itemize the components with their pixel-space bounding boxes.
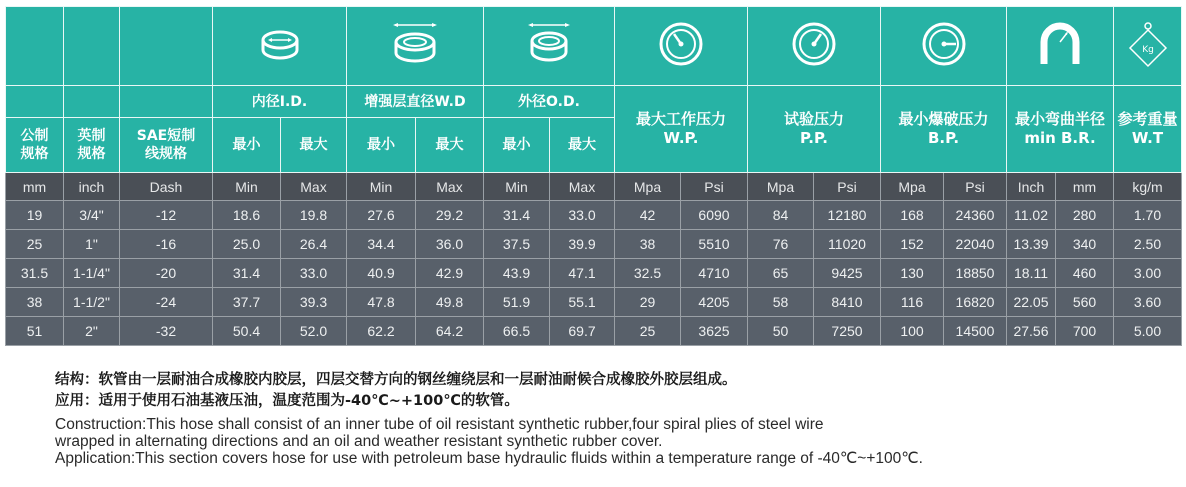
table-cell: 2"	[64, 317, 120, 346]
id-max-header: 最大	[281, 118, 347, 173]
table-cell: 12180	[814, 201, 881, 230]
table-cell: -24	[120, 288, 213, 317]
table-cell: 27.6	[347, 201, 416, 230]
table-cell: 11.02	[1007, 201, 1056, 230]
unit-cell: Mpa	[615, 173, 681, 201]
unit-cell: Min	[484, 173, 550, 201]
inner-diameter-icon	[213, 7, 347, 86]
table-cell: 130	[881, 259, 944, 288]
weight-header: 参考重量 W.T	[1114, 86, 1182, 173]
unit-cell: Max	[281, 173, 347, 201]
test-pressure-gauge-icon	[748, 7, 881, 86]
table-cell: 52.0	[281, 317, 347, 346]
sae-size-header: SAE短制 线规格	[120, 118, 213, 173]
table-cell: 50	[748, 317, 814, 346]
table-cell: 29.2	[416, 201, 484, 230]
unit-cell: Mpa	[748, 173, 814, 201]
table-cell: 700	[1056, 317, 1114, 346]
unit-cell: Min	[347, 173, 416, 201]
wd-min-header: 最小	[347, 118, 416, 173]
blank-header-cell	[120, 7, 213, 86]
table-cell: 49.8	[416, 288, 484, 317]
table-cell: 3/4"	[64, 201, 120, 230]
table-cell: 33.0	[281, 259, 347, 288]
unit-cell: Inch	[1007, 173, 1056, 201]
table-cell: 11020	[814, 230, 881, 259]
inner-diameter-header: 内径I.D.	[213, 86, 347, 118]
blank-header-cell	[6, 86, 64, 118]
table-cell: 1-1/2"	[64, 288, 120, 317]
table-cell: 340	[1056, 230, 1114, 259]
unit-cell: kg/m	[1114, 173, 1182, 201]
table-cell: 64.2	[416, 317, 484, 346]
burst-pressure-gauge-icon	[881, 7, 1007, 86]
unit-cell: Dash	[120, 173, 213, 201]
unit-cell: Mpa	[881, 173, 944, 201]
table-cell: 26.4	[281, 230, 347, 259]
table-cell: 31.4	[213, 259, 281, 288]
table-cell: 31.4	[484, 201, 550, 230]
table-cell: 37.7	[213, 288, 281, 317]
outer-diameter-header: 外径O.D.	[484, 86, 615, 118]
table-cell: 40.9	[347, 259, 416, 288]
outer-diameter-icon	[484, 7, 615, 86]
test-pressure-header: 试验压力 P.P.	[748, 86, 881, 173]
table-cell: -32	[120, 317, 213, 346]
table-cell: 19.8	[281, 201, 347, 230]
blank-header-cell	[6, 7, 64, 86]
unit-cell: Psi	[944, 173, 1007, 201]
table-cell: 1.70	[1114, 201, 1182, 230]
table-cell: 7250	[814, 317, 881, 346]
unit-cell: Psi	[681, 173, 748, 201]
table-cell: 22.05	[1007, 288, 1056, 317]
table-cell: 25.0	[213, 230, 281, 259]
table-row	[6, 259, 1182, 288]
metric-size-header: 公制 规格	[6, 118, 64, 173]
table-cell: 168	[881, 201, 944, 230]
working-pressure-header: 最大工作压力 W.P.	[615, 86, 748, 173]
table-cell: 34.4	[347, 230, 416, 259]
table-cell: 14500	[944, 317, 1007, 346]
structure-note-zh: 结构：软管由一层耐油合成橡胶内胶层，四层交替方向的钢丝缠绕层和一层耐油耐候合成橡胶外胶层组成。	[55, 372, 737, 388]
table-cell: 22040	[944, 230, 1007, 259]
reinforcement-diameter-header: 增强层直径W.D	[347, 86, 484, 118]
wd-max-header: 最大	[416, 118, 484, 173]
bend-radius-header: 最小弯曲半径 min B.R.	[1007, 86, 1114, 173]
unit-cell: Psi	[814, 173, 881, 201]
table-cell: 39.3	[281, 288, 347, 317]
blank-header-cell	[64, 86, 120, 118]
table-row	[6, 230, 1182, 259]
table-cell: 100	[881, 317, 944, 346]
svg-text:Kg: Kg	[1141, 45, 1154, 55]
unit-cell: inch	[64, 173, 120, 201]
blank-header-cell	[64, 7, 120, 86]
table-cell: 33.0	[550, 201, 615, 230]
table-cell: 19	[6, 201, 64, 230]
application-note-en: Application:This section covers hose for use with petroleum base hydraulic fluids within a temperature range of -40℃~+100℃.	[55, 450, 923, 467]
table-cell: -16	[120, 230, 213, 259]
table-cell: 25	[6, 230, 64, 259]
table-cell: 1"	[64, 230, 120, 259]
notes-section	[55, 370, 1175, 467]
table-cell: 36.0	[416, 230, 484, 259]
table-cell: 51.9	[484, 288, 550, 317]
table-cell: 3.00	[1114, 259, 1182, 288]
table-cell: 43.9	[484, 259, 550, 288]
reinforcement-diameter-icon	[347, 7, 484, 86]
table-cell: 4710	[681, 259, 748, 288]
table-row	[6, 288, 1182, 317]
table-cell: 280	[1056, 201, 1114, 230]
table-cell: 84	[748, 201, 814, 230]
table-cell: 42	[615, 201, 681, 230]
table-cell: 2.50	[1114, 230, 1182, 259]
table-cell: 51	[6, 317, 64, 346]
od-min-header: 最小	[484, 118, 550, 173]
table-cell: 27.56	[1007, 317, 1056, 346]
table-row	[6, 201, 1182, 230]
table-cell: 76	[748, 230, 814, 259]
units-row	[6, 173, 1182, 201]
table-cell: 18.6	[213, 201, 281, 230]
unit-cell: mm	[1056, 173, 1114, 201]
table-row	[6, 317, 1182, 346]
table-cell: 16820	[944, 288, 1007, 317]
table-cell: 65	[748, 259, 814, 288]
table-cell: -20	[120, 259, 213, 288]
unit-cell: Max	[416, 173, 484, 201]
construction-note-en: Construction:This hose shall consist of an inner tube of oil resistant synthetic rubber,four spiral plies of steel wire	[55, 416, 824, 433]
table-cell: 42.9	[416, 259, 484, 288]
table-cell: 62.2	[347, 317, 416, 346]
unit-cell: mm	[6, 173, 64, 201]
weight-icon	[1114, 7, 1182, 86]
table-cell: 50.4	[213, 317, 281, 346]
table-cell: 47.8	[347, 288, 416, 317]
table-cell: 38	[6, 288, 64, 317]
table-cell: 3625	[681, 317, 748, 346]
table-cell: 18850	[944, 259, 1007, 288]
construction-note-en-cont: wrapped in alternating directions and an oil and weather resistant synthetic rubber cover.	[55, 433, 663, 450]
table-cell: 31.5	[6, 259, 64, 288]
table-cell: 37.5	[484, 230, 550, 259]
id-min-header: 最小	[213, 118, 281, 173]
table-cell: 5.00	[1114, 317, 1182, 346]
table-cell: 24360	[944, 201, 1007, 230]
table-cell: 1-1/4"	[64, 259, 120, 288]
hose-spec-table	[5, 6, 1182, 346]
table-cell: 25	[615, 317, 681, 346]
blank-header-cell	[120, 86, 213, 118]
table-cell: 8410	[814, 288, 881, 317]
table-cell: 66.5	[484, 317, 550, 346]
bend-radius-icon	[1007, 7, 1114, 86]
working-pressure-gauge-icon	[615, 7, 748, 86]
table-cell: 32.5	[615, 259, 681, 288]
table-cell: 9425	[814, 259, 881, 288]
application-note-zh: 应用：适用于使用石油基液压油，温度范围为-40℃~+100℃的软管。	[55, 393, 519, 409]
od-max-header: 最大	[550, 118, 615, 173]
table-cell: 39.9	[550, 230, 615, 259]
table-cell: 116	[881, 288, 944, 317]
table-cell: 560	[1056, 288, 1114, 317]
table-cell: 6090	[681, 201, 748, 230]
table-cell: 4205	[681, 288, 748, 317]
unit-cell: Min	[213, 173, 281, 201]
table-cell: -12	[120, 201, 213, 230]
table-cell: 18.11	[1007, 259, 1056, 288]
table-cell: 69.7	[550, 317, 615, 346]
table-cell: 58	[748, 288, 814, 317]
table-cell: 38	[615, 230, 681, 259]
table-cell: 152	[881, 230, 944, 259]
table-cell: 460	[1056, 259, 1114, 288]
table-cell: 29	[615, 288, 681, 317]
table-cell: 5510	[681, 230, 748, 259]
unit-cell: Max	[550, 173, 615, 201]
spec-rows	[6, 201, 1182, 346]
table-cell: 3.60	[1114, 288, 1182, 317]
table-cell: 13.39	[1007, 230, 1056, 259]
table-cell: 47.1	[550, 259, 615, 288]
imperial-size-header: 英制 规格	[64, 118, 120, 173]
table-cell: 55.1	[550, 288, 615, 317]
burst-pressure-header: 最小爆破压力 B.P.	[881, 86, 1007, 173]
